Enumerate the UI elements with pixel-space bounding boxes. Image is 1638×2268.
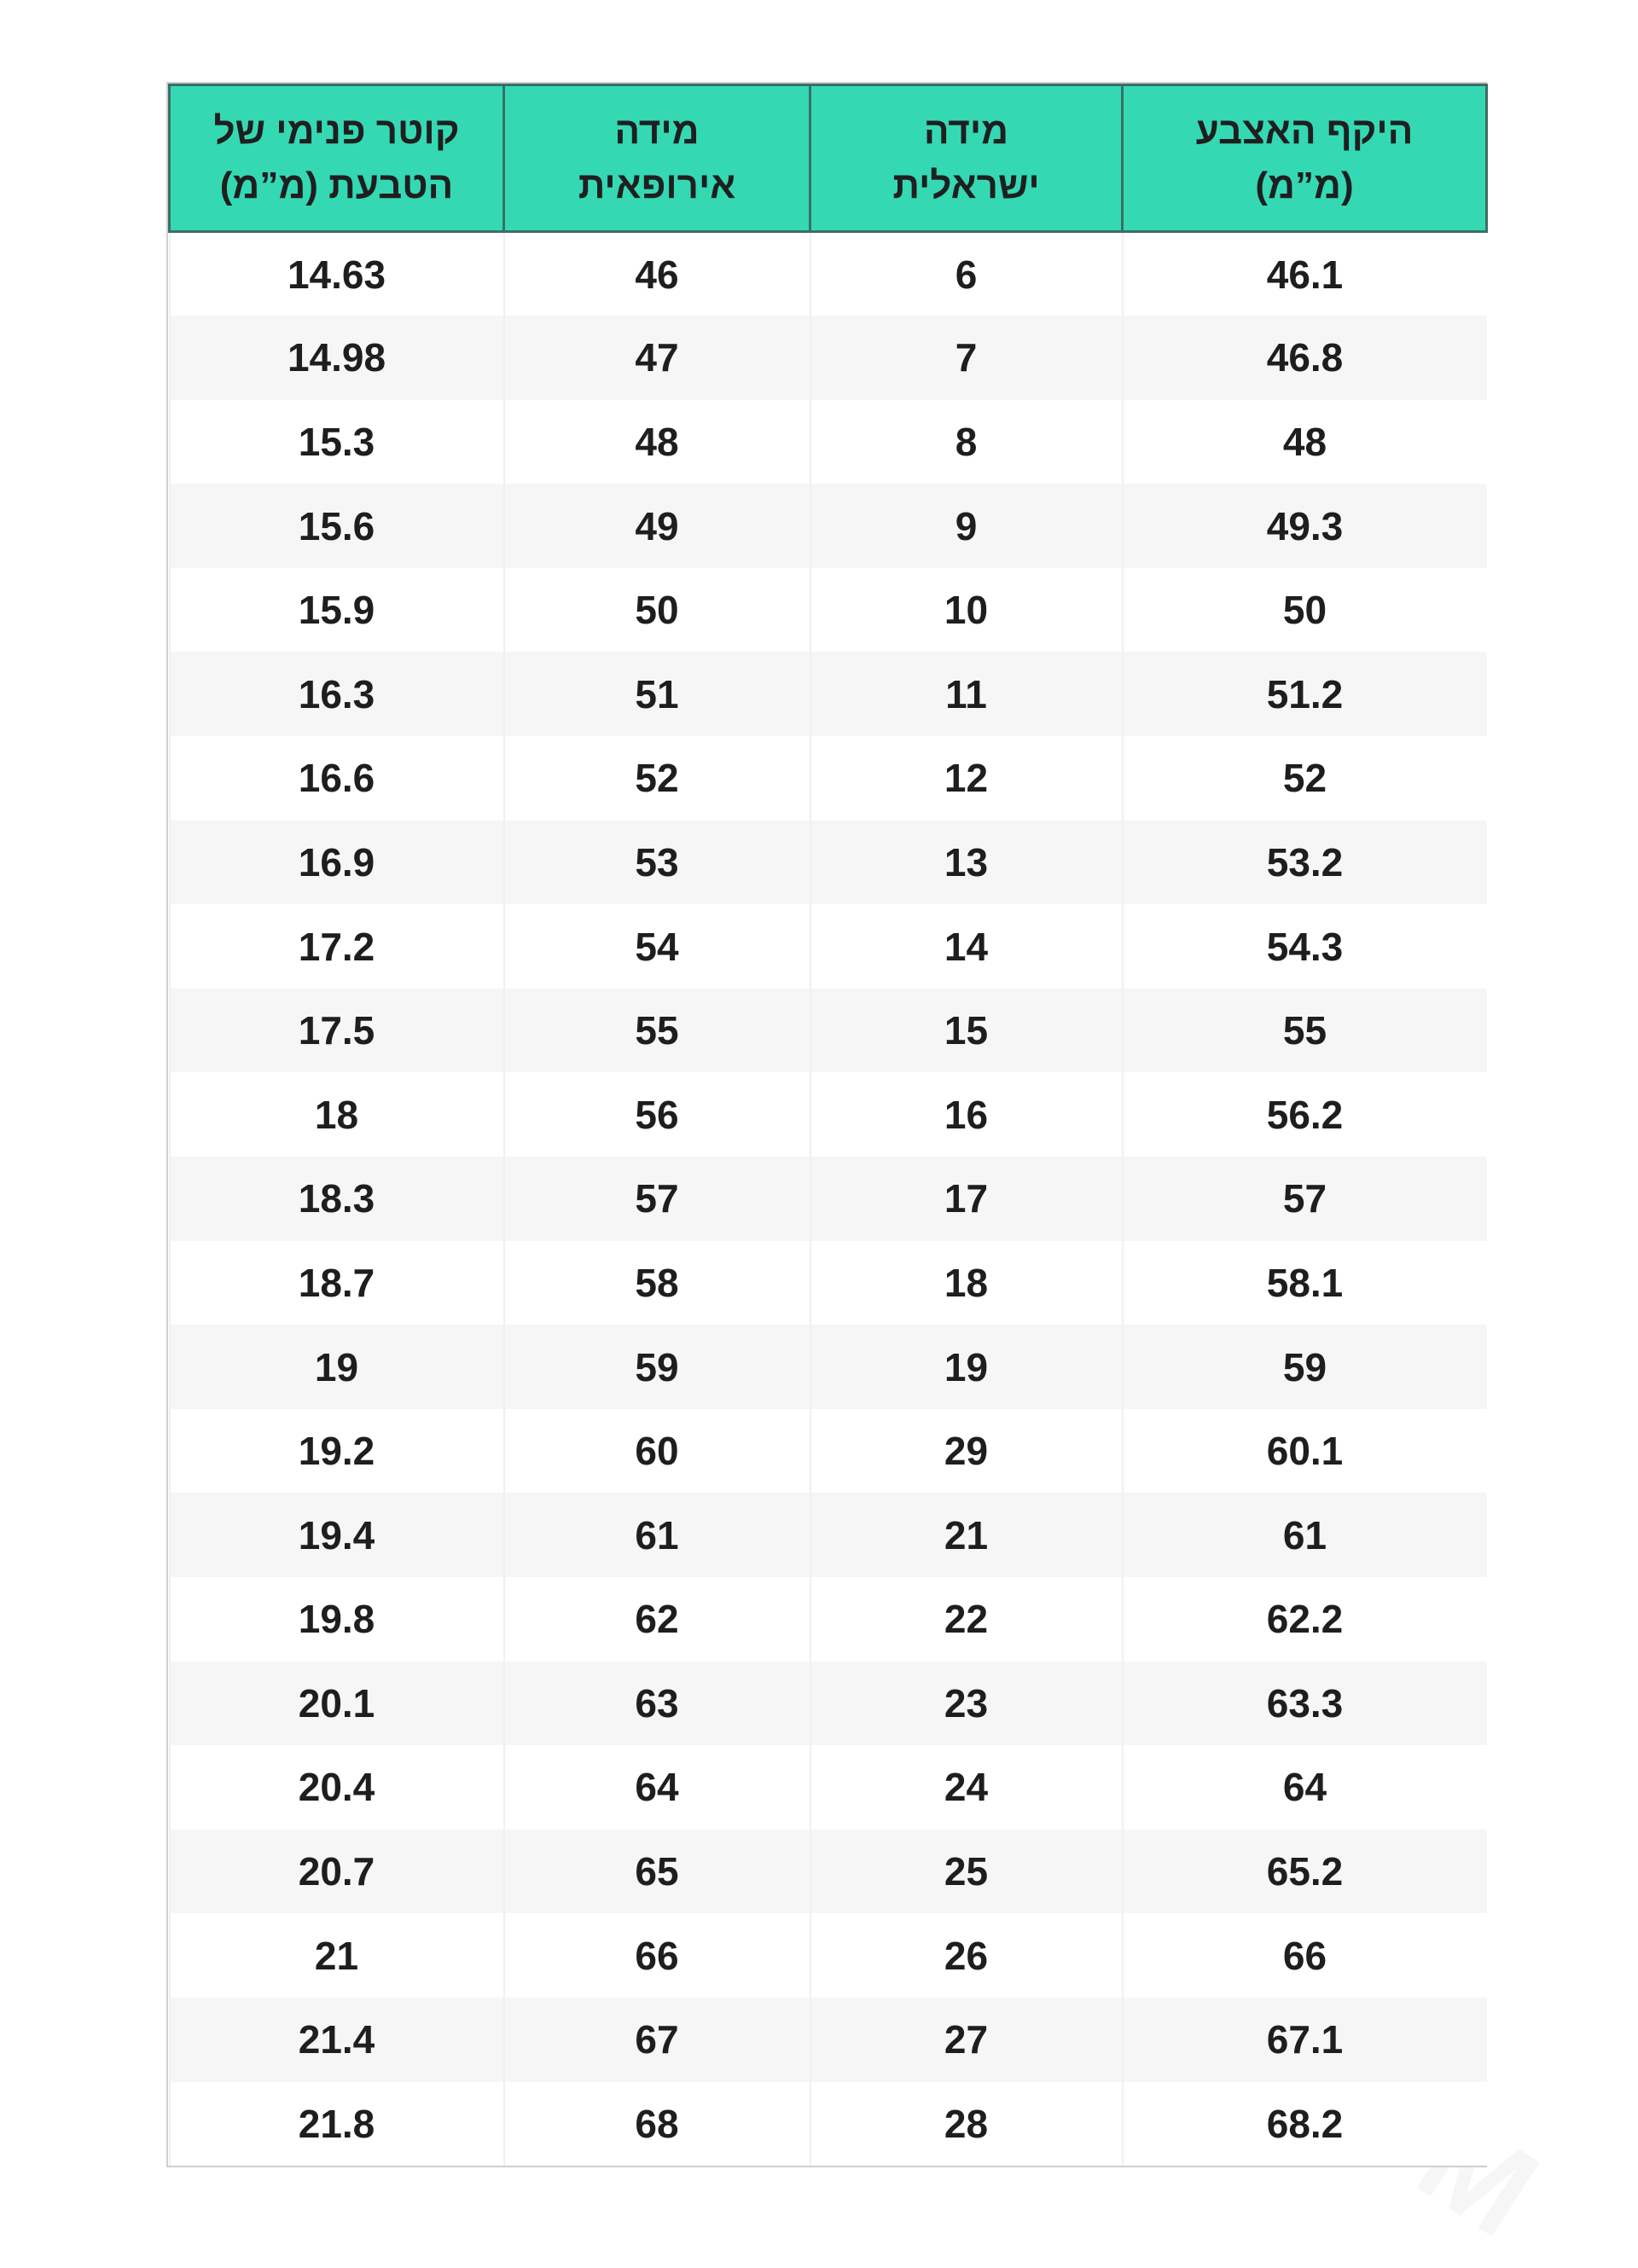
- cell-israeli-size: 10: [810, 568, 1123, 653]
- table-row: [170, 2082, 1487, 2166]
- table-row: [170, 316, 1487, 400]
- cell-inner-diameter: 14.98: [170, 316, 504, 400]
- cell-finger-circumference: 55: [1123, 989, 1487, 1073]
- table-row: [170, 1072, 1487, 1157]
- table-row: [170, 1409, 1487, 1494]
- cell-finger-circumference: 60.1: [1123, 1409, 1487, 1494]
- cell-european-size: 68: [504, 2082, 810, 2166]
- cell-inner-diameter: 15.3: [170, 400, 504, 484]
- cell-israeli-size: 6: [810, 232, 1123, 316]
- cell-israeli-size: 22: [810, 1577, 1123, 1662]
- header-finger-circumference: [1123, 85, 1487, 232]
- header-text-line2: הטבעת (מ”מ): [219, 164, 454, 206]
- cell-finger-circumference: 68.2: [1123, 2082, 1487, 2166]
- cell-inner-diameter: 20.4: [170, 1745, 504, 1830]
- table-header: [170, 85, 1487, 232]
- table-row: [170, 1913, 1487, 1998]
- table-row: [170, 1745, 1487, 1830]
- header-text-line2: ישראלית: [892, 164, 1040, 206]
- cell-israeli-size: 7: [810, 316, 1123, 400]
- ring-size-table-container: [166, 82, 1487, 2167]
- cell-israeli-size: 12: [810, 736, 1123, 821]
- cell-finger-circumference: 58.1: [1123, 1241, 1487, 1325]
- cell-israeli-size: 26: [810, 1913, 1123, 1998]
- cell-european-size: 67: [504, 1998, 810, 2082]
- ring-size-table: [168, 84, 1488, 2166]
- cell-inner-diameter: 16.6: [170, 736, 504, 821]
- table-row: [170, 1662, 1487, 1746]
- header-inner-diameter: [170, 85, 504, 232]
- header-text-line1: מידה: [923, 109, 1009, 152]
- cell-inner-diameter: 15.9: [170, 568, 504, 653]
- header-text-line2: (מ”מ): [1255, 164, 1354, 206]
- cell-inner-diameter: 15.6: [170, 484, 504, 568]
- cell-finger-circumference: 66: [1123, 1913, 1487, 1998]
- header-text-line2: אירופאית: [578, 164, 736, 206]
- table-row: [170, 736, 1487, 821]
- cell-european-size: 65: [504, 1830, 810, 1914]
- cell-inner-diameter: 19.4: [170, 1493, 504, 1577]
- table-row: [170, 652, 1487, 736]
- cell-israeli-size: 17: [810, 1157, 1123, 1241]
- header-european-size: [504, 85, 810, 232]
- cell-inner-diameter: 21.4: [170, 1998, 504, 2082]
- header-text-line1: קוטר פנימי של: [213, 109, 460, 152]
- table-row: [170, 821, 1487, 905]
- cell-israeli-size: 25: [810, 1830, 1123, 1914]
- cell-inner-diameter: 17.2: [170, 904, 504, 989]
- cell-european-size: 47: [504, 316, 810, 400]
- cell-finger-circumference: 46.1: [1123, 232, 1487, 316]
- cell-inner-diameter: 17.5: [170, 989, 504, 1073]
- table-row: [170, 1998, 1487, 2082]
- cell-finger-circumference: 48: [1123, 400, 1487, 484]
- cell-israeli-size: 16: [810, 1072, 1123, 1157]
- cell-inner-diameter: 21: [170, 1913, 504, 1998]
- cell-finger-circumference: 62.2: [1123, 1577, 1487, 1662]
- cell-israeli-size: 24: [810, 1745, 1123, 1830]
- table-row: [170, 484, 1487, 568]
- cell-european-size: 59: [504, 1325, 810, 1409]
- cell-finger-circumference: 64: [1123, 1745, 1487, 1830]
- cell-finger-circumference: 57: [1123, 1157, 1487, 1241]
- header-text-line1: מידה: [614, 109, 700, 152]
- table-row: [170, 1157, 1487, 1241]
- cell-finger-circumference: 52: [1123, 736, 1487, 821]
- cell-european-size: 56: [504, 1072, 810, 1157]
- header-row: [170, 85, 1487, 232]
- cell-european-size: 60: [504, 1409, 810, 1494]
- cell-israeli-size: 18: [810, 1241, 1123, 1325]
- cell-israeli-size: 15: [810, 989, 1123, 1073]
- cell-european-size: 61: [504, 1493, 810, 1577]
- table-row: [170, 989, 1487, 1073]
- cell-israeli-size: 9: [810, 484, 1123, 568]
- cell-israeli-size: 13: [810, 821, 1123, 905]
- cell-european-size: 55: [504, 989, 810, 1073]
- cell-israeli-size: 28: [810, 2082, 1123, 2166]
- cell-israeli-size: 23: [810, 1662, 1123, 1746]
- cell-finger-circumference: 65.2: [1123, 1830, 1487, 1914]
- table-row: [170, 1241, 1487, 1325]
- table-row: [170, 1493, 1487, 1577]
- cell-finger-circumference: 63.3: [1123, 1662, 1487, 1746]
- cell-finger-circumference: 46.8: [1123, 316, 1487, 400]
- table-row: [170, 232, 1487, 316]
- table-body: [170, 232, 1487, 2166]
- cell-inner-diameter: 18.7: [170, 1241, 504, 1325]
- cell-european-size: 48: [504, 400, 810, 484]
- cell-finger-circumference: 61: [1123, 1493, 1487, 1577]
- cell-israeli-size: 27: [810, 1998, 1123, 2082]
- cell-israeli-size: 21: [810, 1493, 1123, 1577]
- cell-israeli-size: 8: [810, 400, 1123, 484]
- cell-european-size: 66: [504, 1913, 810, 1998]
- cell-inner-diameter: 18: [170, 1072, 504, 1157]
- cell-european-size: 52: [504, 736, 810, 821]
- cell-inner-diameter: 19.8: [170, 1577, 504, 1662]
- cell-israeli-size: 11: [810, 652, 1123, 736]
- cell-european-size: 62: [504, 1577, 810, 1662]
- cell-european-size: 64: [504, 1745, 810, 1830]
- cell-inner-diameter: 19: [170, 1325, 504, 1409]
- cell-israeli-size: 29: [810, 1409, 1123, 1494]
- cell-european-size: 49: [504, 484, 810, 568]
- table-row: [170, 1830, 1487, 1914]
- table-row: [170, 400, 1487, 484]
- cell-finger-circumference: 54.3: [1123, 904, 1487, 989]
- table-row: [170, 1325, 1487, 1409]
- header-text-line1: היקף האצבע: [1195, 109, 1414, 152]
- table-row: [170, 904, 1487, 989]
- cell-european-size: 54: [504, 904, 810, 989]
- cell-israeli-size: 19: [810, 1325, 1123, 1409]
- cell-inner-diameter: 16.3: [170, 652, 504, 736]
- cell-european-size: 57: [504, 1157, 810, 1241]
- cell-finger-circumference: 59: [1123, 1325, 1487, 1409]
- cell-european-size: 51: [504, 652, 810, 736]
- cell-european-size: 63: [504, 1662, 810, 1746]
- cell-inner-diameter: 14.63: [170, 232, 504, 316]
- cell-inner-diameter: 19.2: [170, 1409, 504, 1494]
- cell-inner-diameter: 20.7: [170, 1830, 504, 1914]
- header-israeli-size: [810, 85, 1123, 232]
- table-row: [170, 568, 1487, 653]
- cell-finger-circumference: 49.3: [1123, 484, 1487, 568]
- cell-finger-circumference: 51.2: [1123, 652, 1487, 736]
- cell-inner-diameter: 18.3: [170, 1157, 504, 1241]
- cell-finger-circumference: 50: [1123, 568, 1487, 653]
- cell-finger-circumference: 56.2: [1123, 1072, 1487, 1157]
- cell-european-size: 53: [504, 821, 810, 905]
- table-row: [170, 1577, 1487, 1662]
- cell-inner-diameter: 20.1: [170, 1662, 504, 1746]
- cell-israeli-size: 14: [810, 904, 1123, 989]
- cell-european-size: 46: [504, 232, 810, 316]
- cell-european-size: 58: [504, 1241, 810, 1325]
- cell-inner-diameter: 21.8: [170, 2082, 504, 2166]
- cell-european-size: 50: [504, 568, 810, 653]
- cell-inner-diameter: 16.9: [170, 821, 504, 905]
- cell-finger-circumference: 67.1: [1123, 1998, 1487, 2082]
- cell-finger-circumference: 53.2: [1123, 821, 1487, 905]
